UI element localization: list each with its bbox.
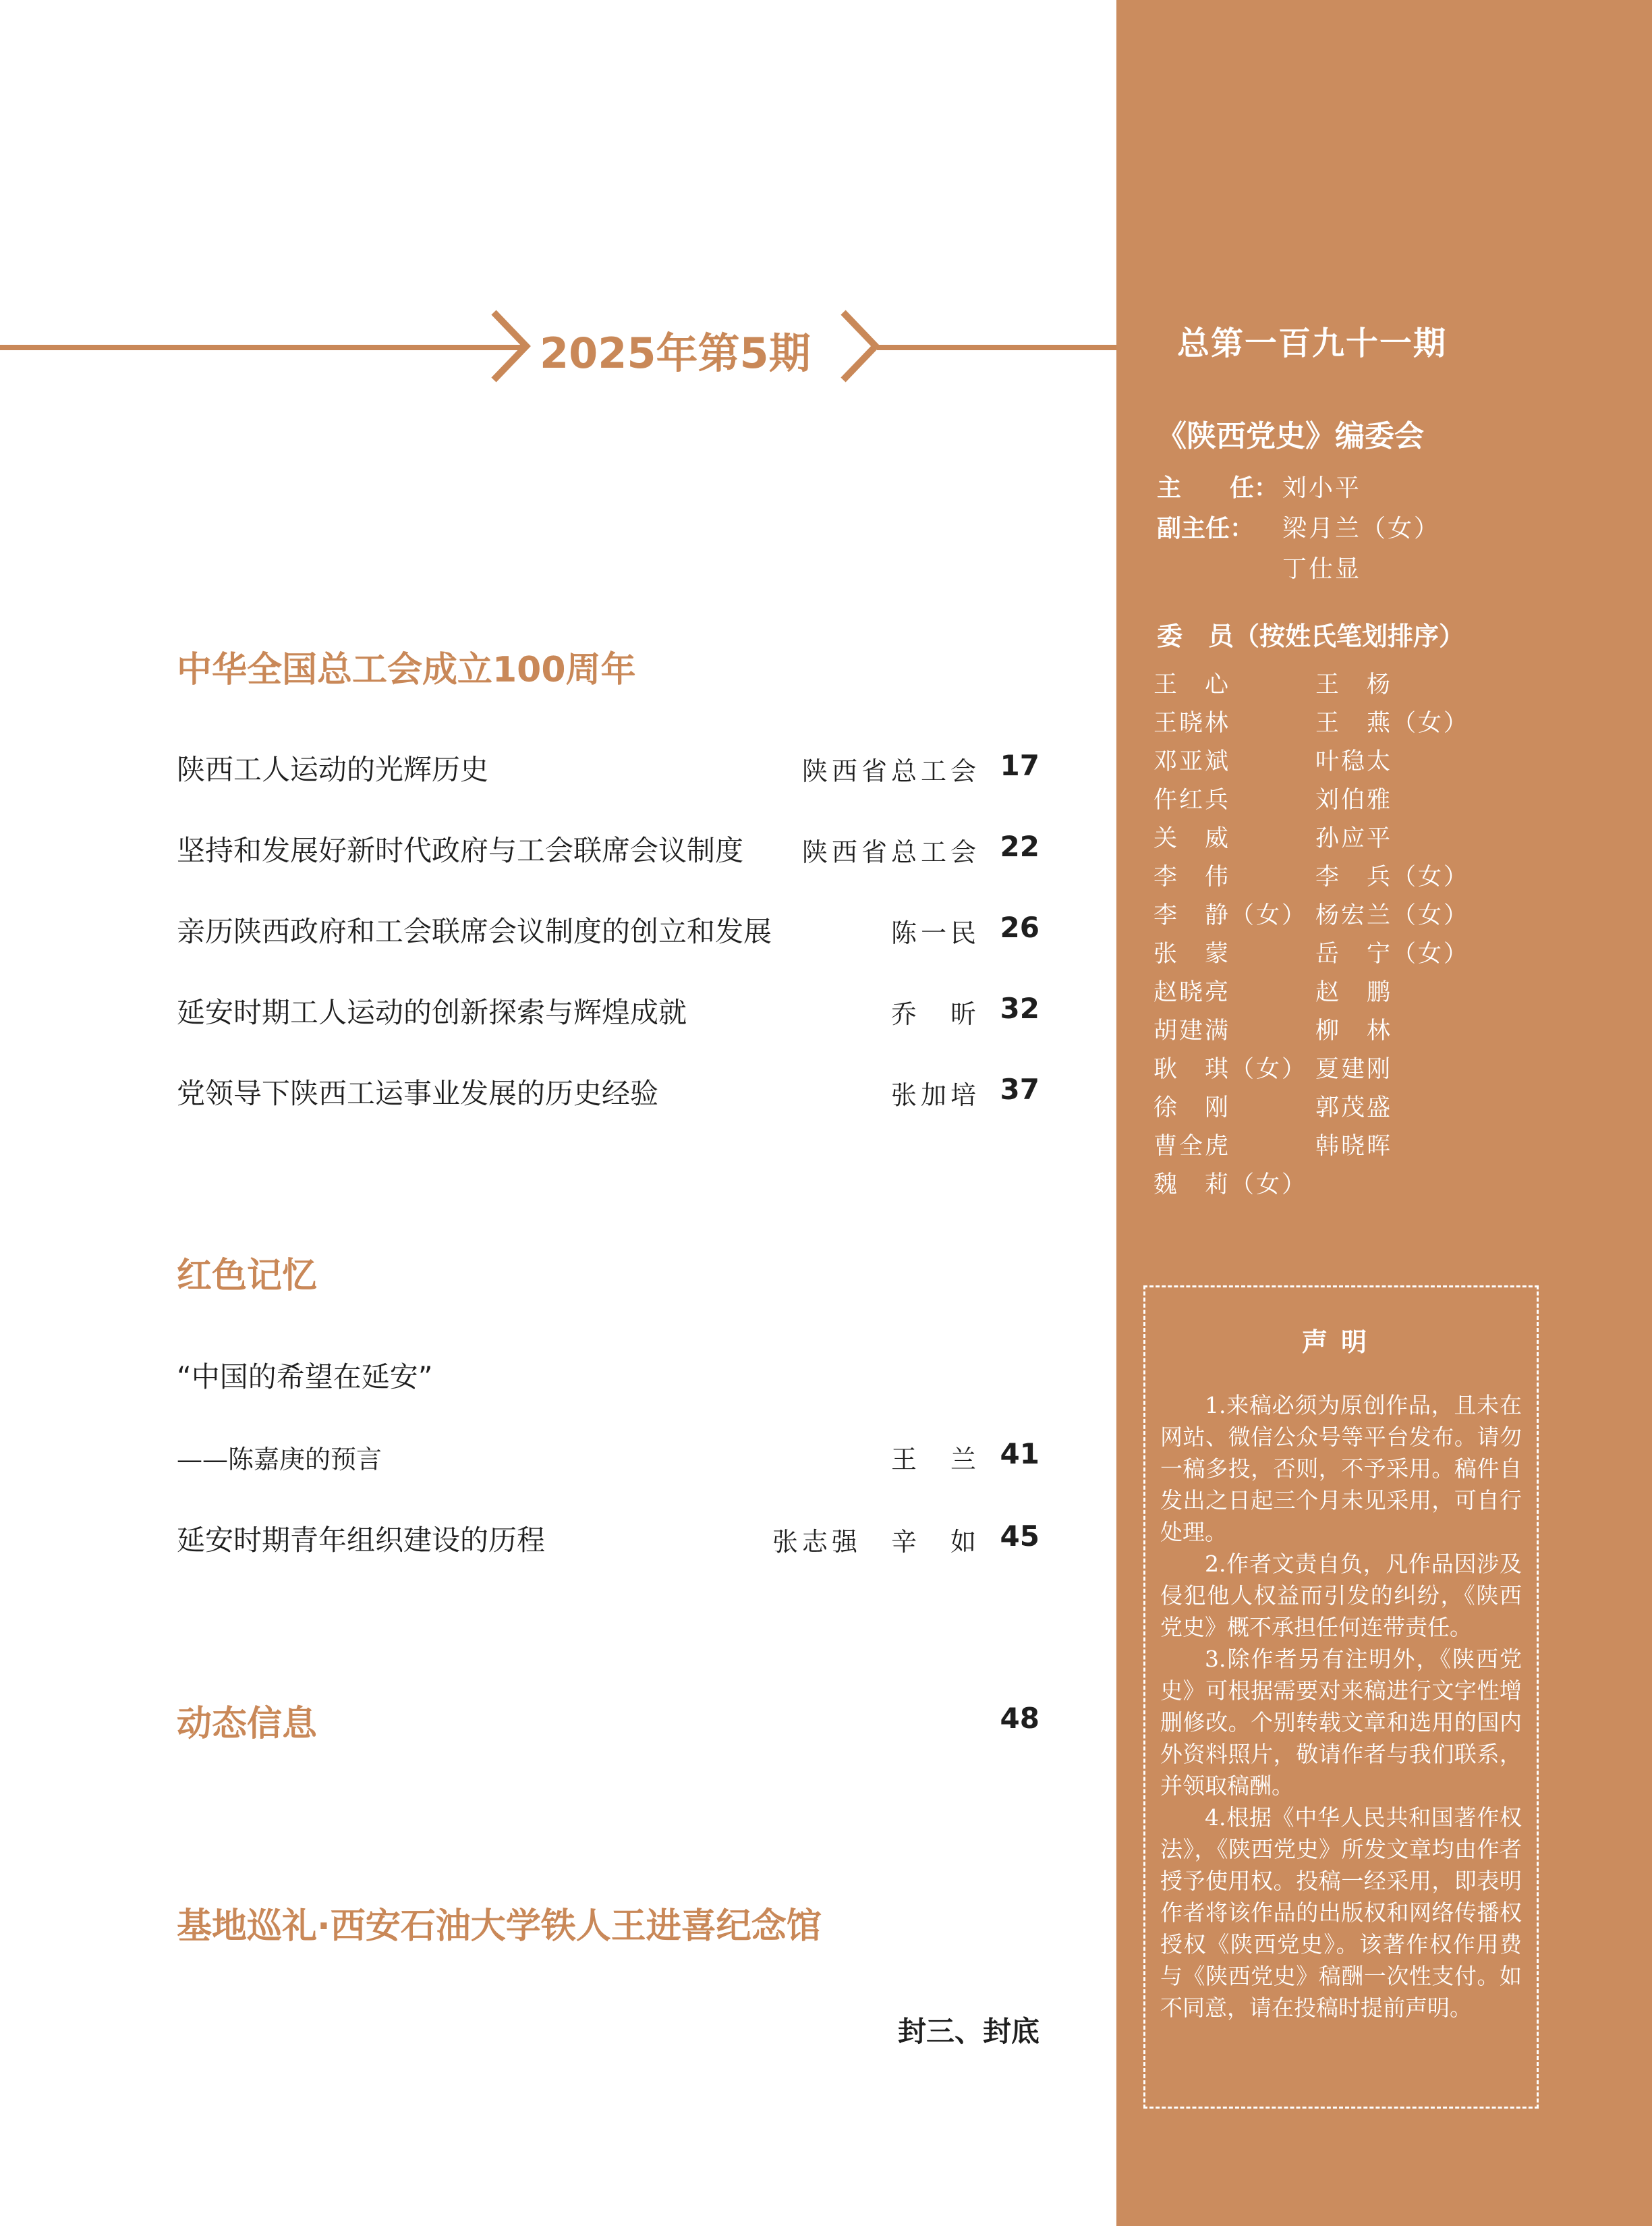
sidebar-panel <box>1116 0 1652 2226</box>
member-name: 关 威 <box>1153 825 1231 852</box>
section-title-red-memory: 红色记忆 <box>177 1256 318 1296</box>
section-title-union: 中华全国总工会成立100周年 <box>177 650 636 690</box>
toc-entry-page: 22 <box>1000 830 1039 863</box>
member-name: 王 杨 <box>1315 671 1393 698</box>
member-name: 王 燕（女） <box>1315 710 1470 737</box>
board-role: 主 任： <box>1157 474 1279 502</box>
notice-paragraph: 4.根据《中华人民共和国著作权法》，《陕西党史》所发文章均由作者授予使用权。投稿一经采用，即表明作者将该作品的出版权和网络传播权授权《陕西党史》。该著作权作用费与《陕西党史》稿酬一次性支付。如不同意，请在投稿时提前声明。 <box>1160 1804 1522 2021</box>
member-name: 叶稳太 <box>1315 748 1393 775</box>
member-name: 柳 林 <box>1315 1018 1393 1045</box>
toc-entry-page: 封三、封底 <box>897 2015 1039 2048</box>
toc-entry-page: 17 <box>1000 749 1039 782</box>
toc-entry-title[interactable]: 坚持和发展好新时代政府与工会联席会议制度 <box>177 834 744 867</box>
chevron-right-icon <box>487 309 534 383</box>
member-name: 王 心 <box>1153 671 1231 698</box>
toc-entry-author: 王 兰 <box>890 1445 980 1474</box>
members-heading: 委 员（按姓氏笔划排序） <box>1157 621 1465 651</box>
toc-entry-title[interactable]: 延安时期工人运动的创新探索与辉煌成就 <box>177 996 687 1029</box>
member-name: 胡建满 <box>1153 1018 1231 1045</box>
toc-entry-subtitle: ——陈嘉庚的预言 <box>177 1445 382 1474</box>
toc-entry-author: 陕西省总工会 <box>801 756 980 786</box>
toc-entry-page: 48 <box>1000 1702 1039 1735</box>
member-name: 张 蒙 <box>1153 941 1231 968</box>
section-title-news[interactable]: 动态信息 <box>177 1704 318 1744</box>
member-name: 李 静（女） <box>1153 902 1308 929</box>
board-director <box>1157 469 1361 503</box>
section-title-base-tour[interactable]: 基地巡礼·西安石油大学铁人王进喜纪念馆 <box>177 1906 822 1947</box>
member-name: 耿 琪（女） <box>1153 1056 1308 1083</box>
member-name: 韩晓晖 <box>1315 1133 1393 1160</box>
board-role: 副主任： <box>1157 515 1255 542</box>
member-name: 岳 宁（女） <box>1315 941 1470 968</box>
toc-entry-author: 陈一民 <box>890 918 980 948</box>
submission-notice <box>1143 1285 1539 2109</box>
toc-entry-author: 张志强 辛 如 <box>772 1527 980 1557</box>
toc-entry-title[interactable]: 党领导下陕西工运事业发展的历史经验 <box>177 1077 659 1110</box>
toc-entry-page: 45 <box>1000 1520 1039 1553</box>
board-deputy-2 <box>1157 550 1361 584</box>
total-issue-number: 总第一百九十一期 <box>1177 325 1448 362</box>
toc-entry-author: 乔 昕 <box>890 999 980 1029</box>
toc-entry-title[interactable]: “中国的希望在延安” <box>177 1360 433 1393</box>
notice-title: 声明 <box>1301 1327 1380 1357</box>
member-name: 仵红兵 <box>1153 787 1231 814</box>
member-name: 刘伯雅 <box>1315 787 1393 814</box>
toc-entry-page: 32 <box>1000 992 1039 1025</box>
member-name: 魏 莉（女） <box>1153 1171 1308 1198</box>
toc-entry-page: 37 <box>1000 1073 1039 1106</box>
board-name: 丁仕显 <box>1282 555 1362 583</box>
notice-paragraph: 2.作者文责自负，凡作品因涉及侵犯他人权益而引发的纠纷，《陕西党史》概不承担任何连带责任。 <box>1160 1551 1522 1640</box>
toc-entry-page: 26 <box>1000 911 1039 944</box>
member-name: 王晓林 <box>1153 710 1231 737</box>
member-name: 夏建刚 <box>1315 1056 1393 1083</box>
toc-entry-author: 陕西省总工会 <box>801 837 980 867</box>
toc-entry-author: 张加培 <box>890 1080 980 1110</box>
member-name: 曹全虎 <box>1153 1133 1231 1160</box>
board-deputy <box>1157 509 1440 544</box>
notice-paragraph: 3.除作者另有注明外，《陕西党史》可根据需要对来稿进行文字性增删修改。个别转载文章和选用的国内外资料照片，敬请作者与我们联系，并领取稿酬。 <box>1160 1646 1522 1799</box>
member-name: 杨宏兰（女） <box>1315 902 1470 929</box>
header-rule-right <box>877 345 1116 350</box>
member-name: 李 伟 <box>1153 864 1231 891</box>
editorial-board-title: 《陕西党史》编委会 <box>1157 419 1424 453</box>
issue-number: 2025年第5期 <box>540 329 811 378</box>
member-name: 赵 鹏 <box>1315 979 1393 1006</box>
toc-entry-title[interactable]: 延安时期青年组织建设的历程 <box>177 1524 546 1557</box>
member-name: 李 兵（女） <box>1315 864 1470 891</box>
toc-entry-title[interactable]: 陕西工人运动的光辉历史 <box>177 753 489 786</box>
member-name: 徐 刚 <box>1153 1094 1231 1121</box>
member-name: 邓亚斌 <box>1153 748 1231 775</box>
board-name: 梁月兰（女） <box>1282 515 1441 542</box>
board-name: 刘小平 <box>1282 474 1362 502</box>
header-rule-left <box>0 345 523 350</box>
notice-paragraph: 1.来稿必须为原创作品，且未在网站、微信公众号等平台发布。请勿一稿多投，否则，不予采用。稿件自发出之日起三个月未见采用，可自行处理。 <box>1160 1392 1522 1545</box>
toc-entry-page: 41 <box>1000 1437 1039 1470</box>
toc-entry-title[interactable]: 亲历陕西政府和工会联席会议制度的创立和发展 <box>177 915 772 948</box>
member-name: 郭茂盛 <box>1315 1094 1393 1121</box>
member-name: 孙应平 <box>1315 825 1393 852</box>
member-name: 赵晓亮 <box>1153 979 1231 1006</box>
